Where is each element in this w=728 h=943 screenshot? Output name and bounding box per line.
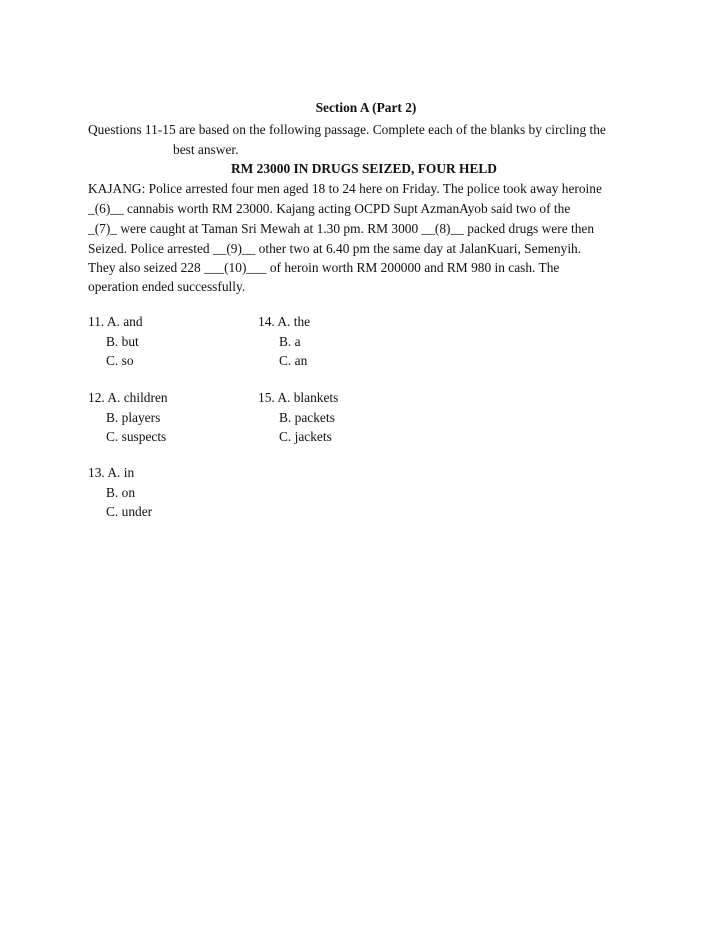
question-12-option-b[interactable]: B. players: [106, 409, 161, 425]
passage-line: _(7)_ were caught at Taman Sri Mewah at 1.30 pm. RM 3000 __(8)__ packed drugs were then: [88, 221, 595, 236]
passage-line: _(6)__ cannabis worth RM 23000. Kajang acting OCPD Supt AzmanAyob said two of the: [88, 201, 571, 216]
passage-line: Seized. Police arrested __(9)__ other two at 6.40 pm the same day at JalanKuari, Semenyih.: [88, 241, 582, 256]
passage-line: KAJANG: Police arrested four men aged 18 to 24 here on Friday. The police took away heroine: [88, 181, 602, 196]
question-13-option-c[interactable]: C. under: [106, 504, 153, 519]
option-text: A. the: [277, 314, 311, 329]
question-11-option-c[interactable]: C. so: [106, 353, 134, 368]
option-text: A. blankets: [277, 390, 339, 405]
question-12-option-c[interactable]: C. suspects: [106, 429, 167, 444]
passage-line: operation ended successfully.: [88, 279, 246, 294]
passage-headline: RM 23000 IN DRUGS SEIZED, FOUR HELD: [231, 161, 497, 176]
instructions-line-2: best answer.: [173, 142, 239, 157]
passage-line: They also seized 228 ___(10)___ of heroin worth RM 200000 and RM 980 in cash. The: [88, 260, 560, 275]
question-number: 13.: [88, 465, 105, 480]
question-14-option-a[interactable]: [258, 312, 310, 332]
question-15-option-b[interactable]: B. packets: [279, 409, 335, 425]
question-number: 14.: [258, 314, 275, 329]
question-number: 11.: [88, 314, 105, 329]
question-12-option-a[interactable]: [88, 388, 168, 408]
question-15-option-c[interactable]: C. jackets: [279, 429, 332, 444]
question-11-option-b[interactable]: B. but: [106, 333, 139, 349]
option-text: A. children: [107, 390, 168, 405]
question-11: [88, 312, 143, 371]
option-text: A. in: [107, 465, 135, 480]
question-14-option-c[interactable]: C. an: [279, 353, 308, 368]
question-15: [258, 388, 338, 447]
question-13-option-a[interactable]: [88, 463, 152, 483]
instructions-line-1: Questions 11-15 are based on the following passage. Complete each of the blanks by circling the: [88, 122, 606, 137]
question-15-option-a[interactable]: [258, 388, 338, 408]
question-13-option-b[interactable]: B. on: [106, 484, 136, 500]
option-text: A. and: [106, 314, 143, 329]
question-number: 12.: [88, 390, 105, 405]
question-12: [88, 388, 168, 447]
question-14-option-b[interactable]: B. a: [279, 333, 301, 349]
question-number: 15.: [258, 390, 275, 405]
question-13: [88, 463, 152, 522]
question-14: [258, 312, 310, 371]
section-title: [0, 98, 728, 117]
section-title-text: Section A (Part 2): [315, 100, 417, 115]
question-11-option-a[interactable]: [88, 312, 143, 332]
